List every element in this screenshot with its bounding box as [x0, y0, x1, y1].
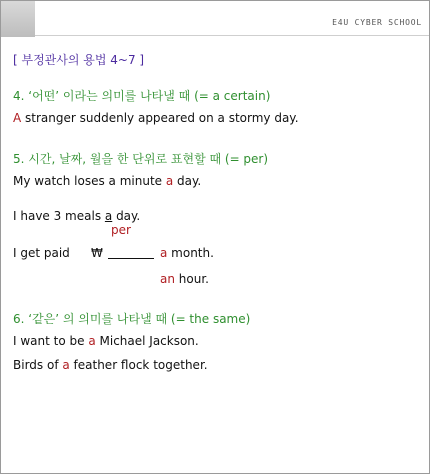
- article-a-underlined: a: [104, 209, 113, 223]
- section-5-sentence-3-start: I get paid: [13, 246, 70, 260]
- header-gray-block: [1, 1, 35, 37]
- sentence-text: Birds of: [13, 358, 63, 372]
- section-5-heading: 5. 시간, 날짜, 월을 한 단위로 표현할 때 (= per): [13, 152, 269, 166]
- section-4-sentence-1: [13, 111, 299, 125]
- article-a: A: [13, 111, 22, 125]
- sentence-text: Michael Jackson.: [95, 334, 199, 348]
- header-divider: [35, 35, 429, 36]
- header-band: [1, 1, 429, 37]
- sentence-text: day.: [173, 174, 202, 188]
- article-a: a: [88, 334, 96, 348]
- section-5-sentence-4: [160, 272, 209, 286]
- blank-line: [108, 258, 154, 259]
- per-label: per: [111, 223, 131, 237]
- section-5-sentence-3-end: [160, 246, 214, 260]
- sentence-text: I have 3 meals: [13, 209, 105, 223]
- article-an: an: [160, 272, 175, 286]
- brand-label: E4U CYBER SCHOOL: [332, 18, 422, 27]
- article-a: a: [62, 358, 70, 372]
- sentence-text: My watch loses a minute: [13, 174, 166, 188]
- sentence-text: day.: [112, 209, 141, 223]
- sentence-text: stranger suddenly appeared on a stormy day.: [21, 111, 299, 125]
- section-5-sentence-1: [13, 174, 201, 188]
- article-a: a: [165, 174, 174, 188]
- sentence-text: feather flock together.: [69, 358, 208, 372]
- section-5-sentence-2: [13, 209, 140, 223]
- article-a: a: [160, 246, 168, 260]
- sentence-text: I want to be: [13, 334, 89, 348]
- won-sign: ₩: [91, 246, 103, 260]
- section-4-heading: 4. ‘어떤’ 이라는 의미를 나타낼 때 (= a certain): [13, 89, 271, 103]
- section-6-heading: 6. ‘같은’ 의 의미를 나타낼 때 (= the same): [13, 312, 251, 326]
- section-6-sentence-2: [13, 358, 208, 372]
- lesson-title: [ 부정관사의 용법 4~7 ]: [13, 53, 145, 67]
- sentence-text: hour.: [174, 272, 209, 286]
- section-6-sentence-1: [13, 334, 199, 348]
- sentence-text: month.: [167, 246, 214, 260]
